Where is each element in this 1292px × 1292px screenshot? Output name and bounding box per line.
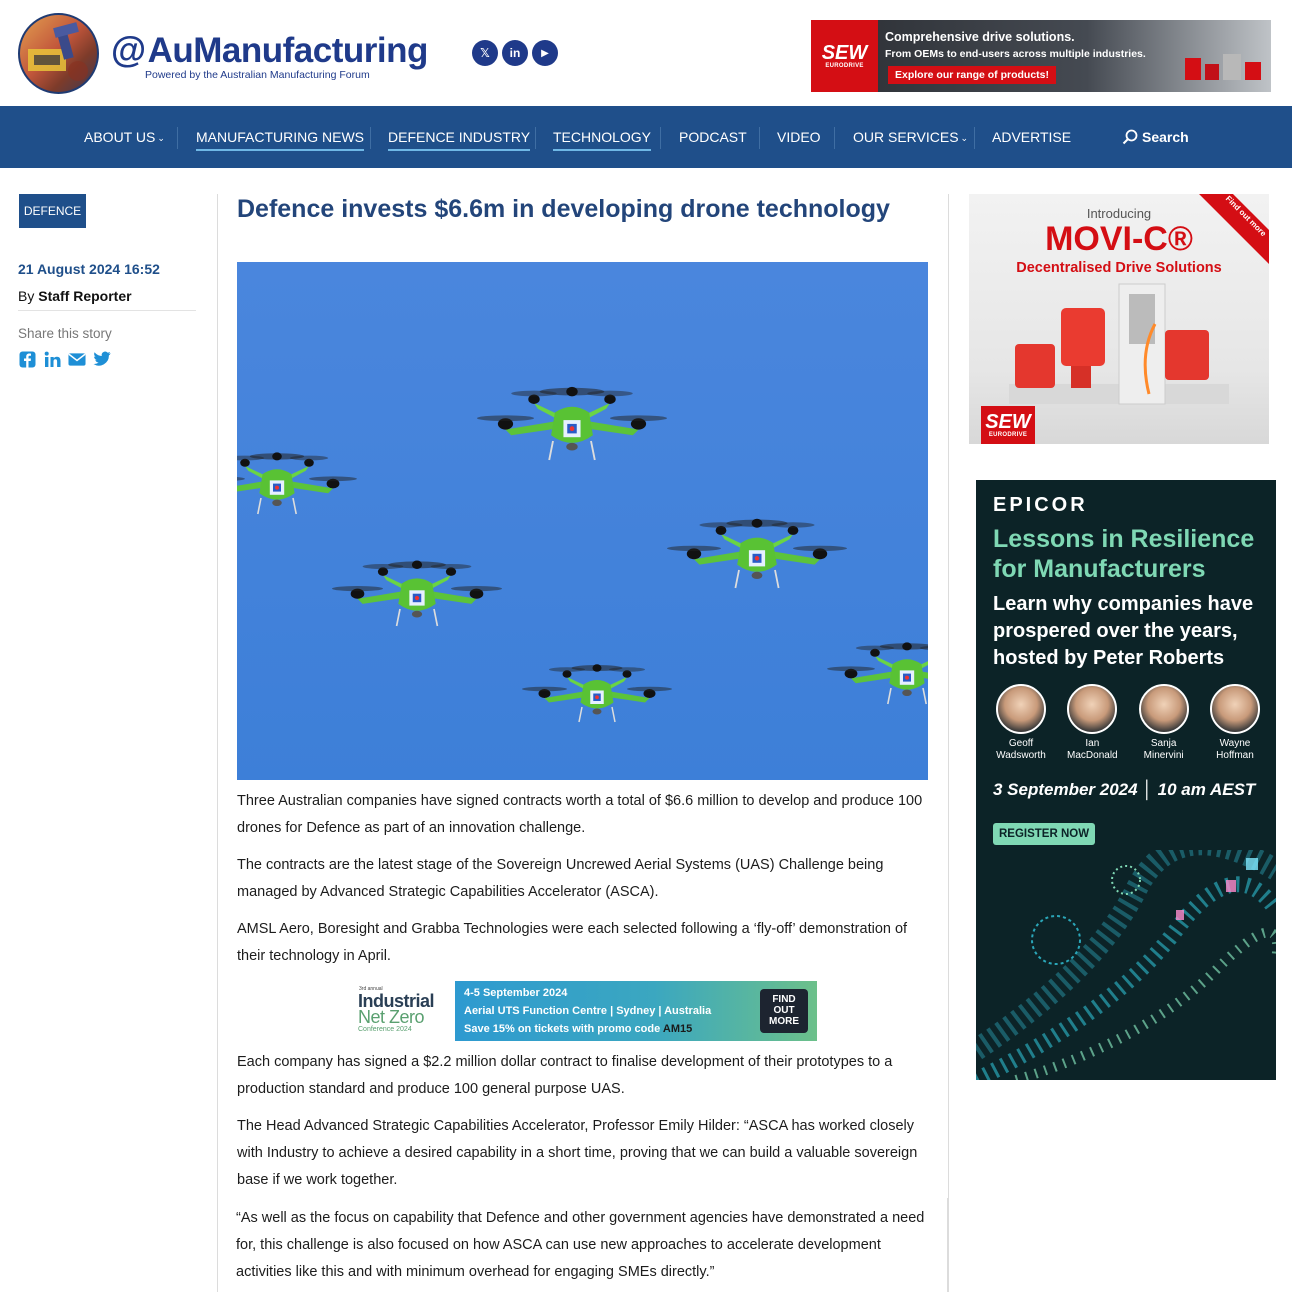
nav-divider <box>974 127 975 149</box>
nav-advertise[interactable]: ADVERTISE <box>992 129 1072 145</box>
avatar <box>996 684 1046 734</box>
nav-video[interactable]: VIDEO <box>777 129 821 145</box>
machines-image <box>1181 28 1267 88</box>
linkedin-icon[interactable]: in <box>502 40 528 66</box>
divider <box>18 310 196 311</box>
facebook-icon[interactable] <box>18 350 36 368</box>
avatar <box>1067 684 1117 734</box>
site-header <box>0 0 1292 106</box>
top-ad-headline: Comprehensive drive solutions. <box>885 30 1075 44</box>
top-ad-cta[interactable]: Explore our range of products! <box>888 66 1056 84</box>
x-icon[interactable]: 𝕏 <box>472 40 498 66</box>
nav-divider <box>759 127 760 149</box>
epicor-webinar-ad[interactable] <box>976 480 1276 1080</box>
nav-divider <box>370 127 371 149</box>
search-icon <box>1122 129 1138 145</box>
top-banner-ad[interactable] <box>811 20 1271 92</box>
promo-code: AM15 <box>662 1023 693 1035</box>
article-date: 21 August 2024 16:52 <box>18 261 160 277</box>
share-icons <box>18 350 111 368</box>
find-out-more-button[interactable]: FIND OUT MORE <box>760 989 808 1033</box>
hero-image-drones <box>237 262 928 780</box>
article-paragraph: Each company has signed a $2.2 million dollar contract to finalise development of their prototypes to a production standard and produce 100 general purpose UAS. <box>237 1054 893 1097</box>
nav-our-services[interactable]: OUR SERVICES ⌄ <box>853 129 969 145</box>
movi-c-intro: Introducing <box>1086 206 1152 221</box>
brand-tagline: Powered by the Australian Manufacturing Forum <box>145 69 370 81</box>
article-paragraph: Three Australian companies have signed contracts worth a total of $6.6 million to develop and produce 100 drones for Defence as part of an innovation challenge. <box>237 793 923 836</box>
nav-divider <box>834 127 835 149</box>
article-paragraph: AMSL Aero, Boresight and Grabba Technologies were each selected following a ‘fly-off’ demonstration of their technology in April. <box>237 921 908 964</box>
speaker: Geoff Wadsworth <box>990 684 1052 762</box>
speaker-list <box>990 684 1266 762</box>
drone-swarm-illustration <box>237 262 928 780</box>
nav-divider <box>660 127 661 149</box>
decorative-swirl <box>976 850 1276 1080</box>
epicor-logo: EPICOR <box>993 494 1088 516</box>
nav-divider <box>177 127 178 149</box>
nav-divider <box>535 127 536 149</box>
speaker: Ian MacDonald <box>1061 684 1123 762</box>
twitter-icon[interactable] <box>93 350 111 368</box>
movi-c-ad[interactable] <box>969 194 1269 444</box>
article-headline: Defence invests $6.6m in developing drone technology <box>237 195 890 223</box>
linkedin-icon[interactable] <box>43 350 61 368</box>
brand-name: @AuManufacturing <box>111 29 428 70</box>
epicor-subtitle: Learn why companies have prospered over the years, hosted by Peter Roberts <box>993 593 1254 669</box>
brand[interactable] <box>111 30 428 81</box>
chevron-down-icon: ⌄ <box>960 133 969 143</box>
main-nav <box>0 106 1292 168</box>
at-icon: @ <box>111 29 146 70</box>
site-logo-badge[interactable] <box>18 13 99 94</box>
chevron-down-icon: ⌄ <box>157 133 165 143</box>
nav-podcast[interactable]: PODCAST <box>679 129 747 145</box>
epicor-title: Lessons in Resilience for Manufacturers <box>993 525 1255 583</box>
social-links <box>472 40 558 66</box>
net-zero-conference-ad[interactable] <box>355 981 817 1041</box>
sew-logo: SEW EURODRIVE <box>811 20 878 92</box>
nav-manufacturing-news[interactable]: MANUFACTURING NEWS <box>196 106 364 168</box>
nav-technology[interactable]: TECHNOLOGY <box>553 106 651 168</box>
top-ad-subline: From OEMs to end-users across multiple industries. <box>885 48 1146 60</box>
search-button[interactable]: Search <box>1122 106 1189 168</box>
avatar <box>1139 684 1189 734</box>
avatar <box>1210 684 1260 734</box>
article-paragraph: The contracts are the latest stage of the Sovereign Uncrewed Aerial Systems (UAS) Challenge being managed by Advanced Strategic Capabilities Accelerator (ASCA). <box>237 857 884 900</box>
find-out-more-ribbon[interactable]: Find out more <box>1195 194 1269 267</box>
conference-details: 4-5 September 2024 Aerial UTS Function Centre | Sydney | Australia Save 15% on tickets with promo code AM15 FIND OUT MORE <box>455 981 817 1041</box>
share-label: Share this story <box>18 326 112 341</box>
nav-about-us[interactable]: ABOUT US ⌄ <box>84 129 165 145</box>
movi-c-subtitle: Decentralised Drive Solutions <box>1016 260 1222 276</box>
article-paragraph: “As well as the focus on capability that Defence and other government agencies have demonstrated a need for, this challenge is also focused on how ASCA can use new approaches to accelerate development activities like this and with minimum overhead for engaging SMEs directly.” <box>236 1210 925 1280</box>
speaker: Sanja Minervini <box>1133 684 1195 762</box>
nav-defence-industry[interactable]: DEFENCE INDUSTRY <box>388 106 530 168</box>
article-paragraph: The Head Advanced Strategic Capabilities Accelerator, Professor Emily Hilder: “ASCA has worked closely with Industry to achieve a desired capability in a short time, proving that we can build a valuable sovereign base if we work together. <box>237 1118 918 1188</box>
author-link[interactable]: Staff Reporter <box>38 288 132 304</box>
email-icon[interactable] <box>68 350 86 368</box>
byline: By Staff Reporter <box>18 288 132 304</box>
net-zero-logo: 3rd annual Industrial Net Zero Conference 2024 <box>355 981 455 1041</box>
category-badge[interactable]: DEFENCE <box>19 194 86 228</box>
youtube-icon[interactable]: ▶ <box>532 40 558 66</box>
movi-c-title: MOVI-C® <box>1045 220 1193 258</box>
speaker: Wayne Hoffman <box>1204 684 1266 762</box>
sew-logo: SEW EURODRIVE <box>981 406 1035 444</box>
webinar-date: 3 September 2024 │ 10 am AEST <box>993 780 1256 799</box>
register-now-button[interactable]: REGISTER NOW <box>993 823 1095 845</box>
